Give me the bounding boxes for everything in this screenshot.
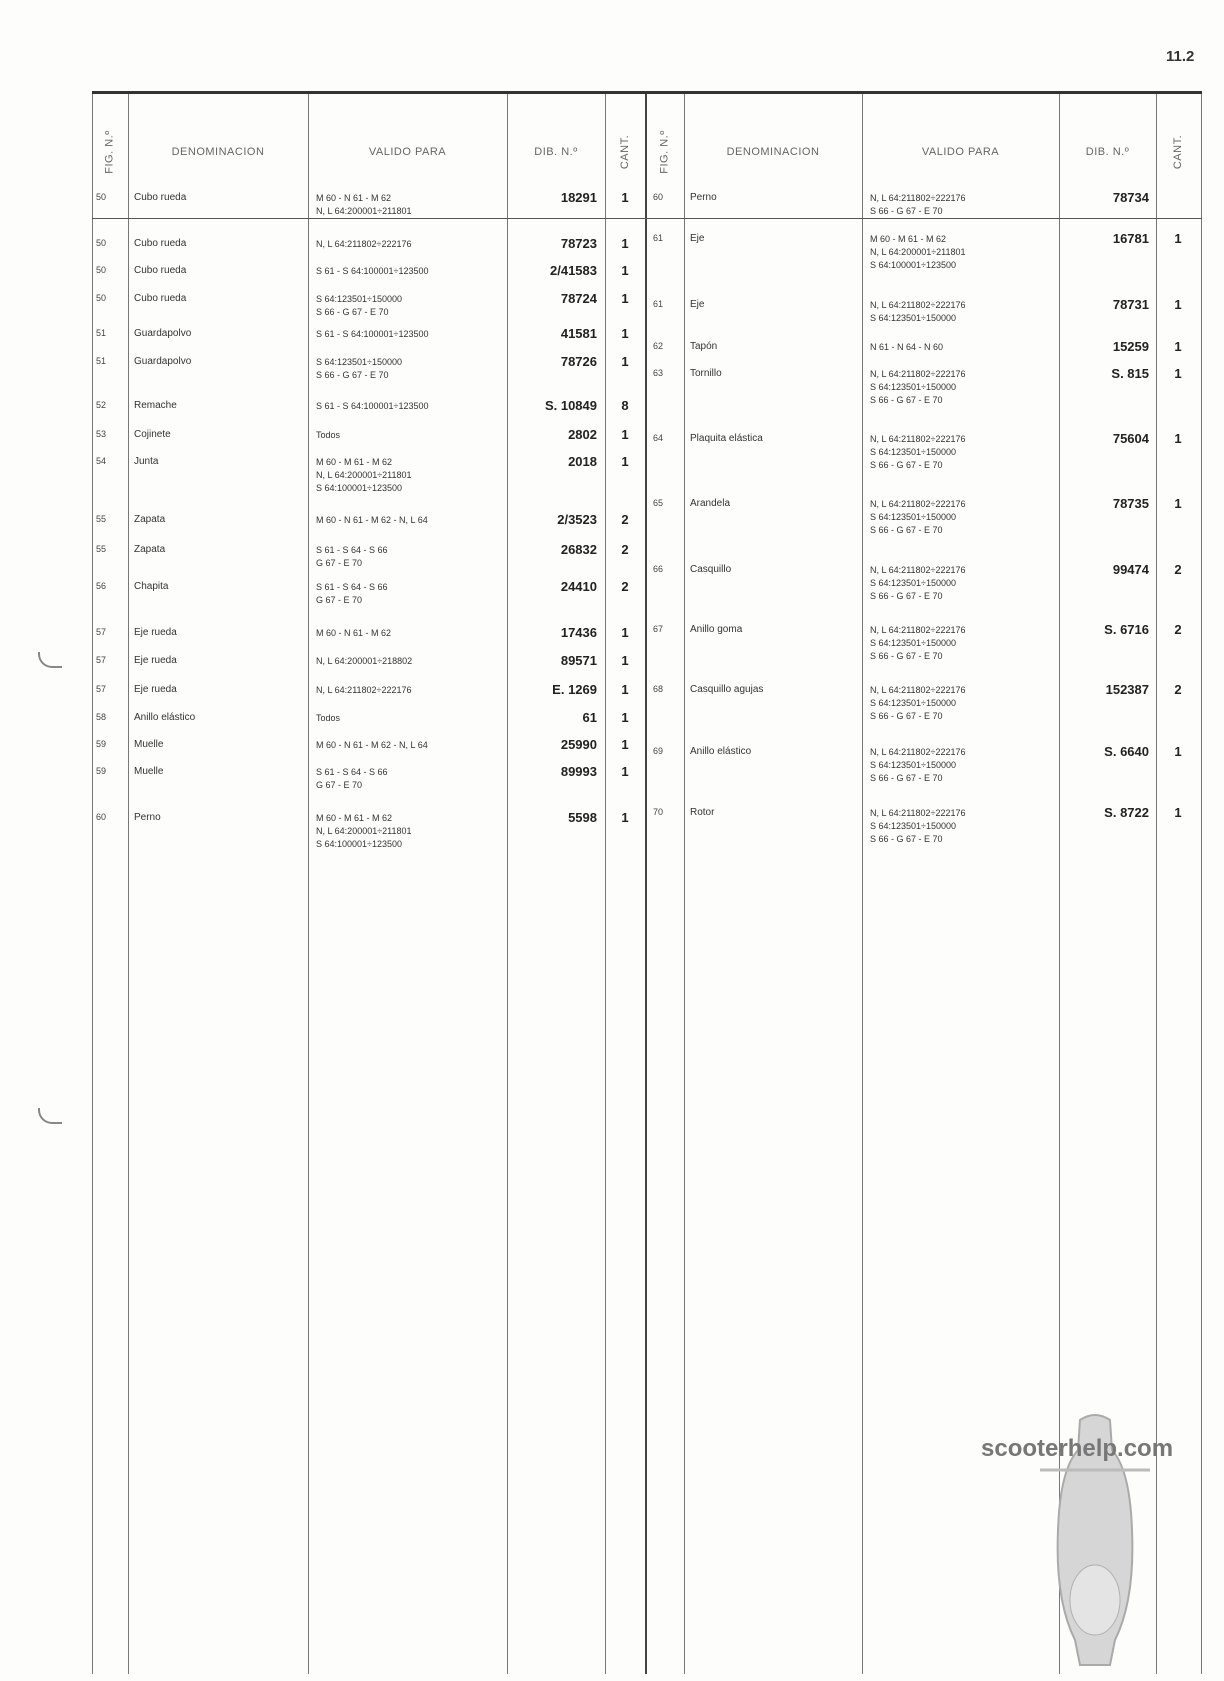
fig-number: 65	[653, 498, 664, 508]
fig-number: 64	[653, 433, 664, 443]
part-name: Cojinete	[134, 429, 171, 440]
part-name: Eje	[690, 299, 705, 310]
quantity: 1	[621, 263, 629, 278]
drawing-number: 99474	[1112, 562, 1149, 577]
fig-number: 52	[96, 400, 107, 410]
drawing-number: 2/3523	[557, 512, 597, 527]
quantity: 1	[1174, 366, 1182, 381]
drawing-number: S. 8722	[1104, 805, 1149, 820]
fig-number: 54	[96, 456, 107, 466]
fig-number: 61	[653, 233, 664, 243]
fig-number: 67	[653, 624, 664, 634]
quantity: 1	[621, 737, 629, 752]
valid-for: S 61 - S 64:100001÷123500	[316, 401, 429, 411]
part-name: Chapita	[134, 581, 169, 592]
fig-number: 57	[96, 684, 107, 694]
quantity: 1	[1174, 496, 1182, 511]
drawing-number: 89993	[560, 764, 597, 779]
drawing-number: 5598	[568, 810, 597, 825]
part-name: Tapón	[690, 341, 718, 352]
table-row	[92, 433, 1202, 485]
drawing-number: 78726	[560, 354, 597, 369]
part-name: Cubo rueda	[134, 192, 187, 203]
valid-for: N, L 64:211802÷222176 S 64:123501÷150000 S 66 - G 67 - E 70	[870, 499, 966, 535]
valid-for: N, L 64:211802÷222176 S 64:123501÷150000 S 66 - G 67 - E 70	[870, 808, 966, 844]
part-name: Arandela	[690, 498, 731, 509]
valid-for: S 64:123501÷150000 S 66 - G 67 - E 70	[316, 294, 403, 317]
valid-for: N, L 64:211802÷222176 S 64:123501÷150000 S 66 - G 67 - E 70	[870, 434, 966, 470]
part-name: Guardapolvo	[134, 356, 192, 367]
drawing-number: 61	[582, 710, 597, 725]
quantity: 1	[1174, 805, 1182, 820]
quantity: 1	[1174, 339, 1182, 354]
valid-for: N, L 64:211802÷222176	[316, 239, 412, 249]
part-name: Guardapolvo	[134, 328, 192, 339]
quantity: 2	[1174, 562, 1182, 577]
valid-for: M 60 - M 61 - M 62 N, L 64:200001÷211801 S 64:100001÷123500	[316, 457, 412, 493]
drawing-number: 75604	[1112, 431, 1149, 446]
fig-number: 63	[653, 368, 664, 378]
fig-number: 56	[96, 581, 107, 591]
drawing-number: 78735	[1112, 496, 1149, 511]
quantity: 1	[621, 625, 629, 640]
valid-for: M 60 - M 61 - M 62 N, L 64:200001÷211801 S 64:100001÷123500	[870, 234, 966, 270]
header-denominacion-left: DENOMINACION	[171, 146, 265, 158]
valid-for: N, L 64:211802÷222176 S 64:123501÷150000 S 66 - G 67 - E 70	[870, 747, 966, 783]
fig-number: 61	[653, 299, 664, 309]
fig-number: 51	[96, 356, 107, 366]
header-dib-left: DIB. N.º	[534, 146, 578, 158]
fig-number: 53	[96, 429, 107, 439]
drawing-number: S. 815	[1111, 366, 1149, 381]
header-cant-left: CANT.	[619, 134, 631, 170]
table-row	[92, 368, 1202, 420]
fig-number: 50	[96, 192, 107, 202]
drawing-number: 25990	[560, 737, 597, 752]
fig-number: 62	[653, 341, 664, 351]
valid-for: M 60 - N 61 - M 62 - N, L 64	[316, 515, 428, 525]
binding-mark	[38, 1108, 62, 1124]
header-denominacion-right: DENOMINACION	[726, 146, 820, 158]
quantity: 1	[621, 810, 629, 825]
part-name: Eje rueda	[134, 684, 177, 695]
fig-number: 59	[96, 766, 107, 776]
valid-for: N 61 - N 64 - N 60	[870, 342, 944, 352]
drawing-number: 26832	[560, 542, 597, 557]
valid-for: Todos	[316, 713, 341, 723]
drawing-number: 78723	[560, 236, 597, 251]
valid-for: N, L 64:211802÷222176 S 64:123501÷150000 S 66 - G 67 - E 70	[870, 369, 966, 405]
drawing-number: 2/41583	[550, 263, 597, 278]
valid-for: S 61 - S 64:100001÷123500	[316, 329, 429, 339]
part-name: Eje rueda	[134, 627, 177, 638]
fig-number: 57	[96, 627, 107, 637]
quantity: 1	[621, 354, 629, 369]
fig-number: 55	[96, 514, 107, 524]
header-valido-right: VALIDO PARA	[921, 146, 1000, 158]
part-name: Plaquita elástica	[690, 433, 763, 444]
part-name: Muelle	[134, 739, 164, 750]
watermark: scooterhelp.com	[981, 1435, 1174, 1462]
table-row	[92, 564, 1202, 616]
quantity: 1	[621, 427, 629, 442]
part-name: Casquillo	[690, 564, 732, 575]
valid-for: S 61 - S 64 - S 66 G 67 - E 70	[316, 582, 388, 605]
quantity: 1	[1174, 431, 1182, 446]
part-name: Eje rueda	[134, 655, 177, 666]
valid-for: S 61 - S 64 - S 66 G 67 - E 70	[316, 545, 388, 568]
part-name: Remache	[134, 400, 177, 411]
quantity: 2	[1174, 622, 1182, 637]
drawing-number: 2802	[568, 427, 597, 442]
drawing-number: E. 1269	[552, 682, 597, 697]
fig-number: 50	[96, 265, 107, 275]
quantity: 1	[621, 326, 629, 341]
part-name: Anillo elástico	[690, 746, 752, 757]
part-name: Zapata	[134, 514, 166, 525]
quantity: 1	[1174, 297, 1182, 312]
part-name: Perno	[690, 192, 717, 203]
quantity: 2	[621, 579, 629, 594]
drawing-number: 89571	[560, 653, 597, 668]
drawing-number: 78731	[1112, 297, 1149, 312]
drawing-number: 78734	[1112, 190, 1149, 205]
valid-for: S 61 - S 64 - S 66 G 67 - E 70	[316, 767, 388, 790]
part-name: Perno	[134, 812, 161, 823]
part-name: Cubo rueda	[134, 238, 187, 249]
header-dib-right: DIB. N.º	[1085, 146, 1130, 158]
fig-number: 69	[653, 746, 664, 756]
part-name: Rotor	[690, 807, 715, 818]
part-name: Cubo rueda	[134, 265, 187, 276]
fig-number: 59	[96, 739, 107, 749]
quantity: 1	[621, 764, 629, 779]
fig-number: 57	[96, 655, 107, 665]
valid-for: N, L 64:211802÷222176 S 64:123501÷150000 S 66 - G 67 - E 70	[870, 685, 966, 721]
quantity: 1	[621, 236, 629, 251]
valid-for: M 60 - N 61 - M 62	[316, 628, 392, 638]
fig-number: 50	[96, 238, 107, 248]
quantity: 1	[621, 710, 629, 725]
header-cant-right: CANT.	[1172, 134, 1185, 170]
fig-number: 50	[96, 293, 107, 303]
valid-for: S 64:123501÷150000 S 66 - G 67 - E 70	[316, 357, 403, 380]
drawing-number: S. 10849	[544, 398, 597, 413]
fig-number: 66	[653, 564, 664, 574]
header-fig-left: FIG. N.º	[104, 130, 116, 174]
part-name: Tornillo	[690, 368, 722, 379]
valid-for: N, L 64:211802÷222176	[316, 685, 412, 695]
part-name: Muelle	[134, 766, 164, 777]
quantity: 1	[621, 653, 629, 668]
drawing-number: 152387	[1105, 682, 1149, 697]
fig-number: 51	[96, 328, 107, 338]
page-number: 11.2	[1166, 48, 1195, 65]
valid-for: S 61 - S 64:100001÷123500	[316, 266, 429, 276]
valid-for: N, L 64:211802÷222176 S 64:123501÷150000	[870, 300, 966, 323]
part-name: Zapata	[134, 544, 166, 555]
table-row	[92, 233, 1202, 285]
fig-number: 68	[653, 684, 664, 694]
binding-mark	[38, 652, 62, 668]
part-name: Cubo rueda	[134, 293, 187, 304]
valid-for: N, L 64:211802÷222176 S 64:123501÷150000 S 66 - G 67 - E 70	[870, 565, 966, 601]
valid-for: N, L 64:211802÷222176 S 66 - G 67 - E 70	[870, 193, 966, 216]
fig-number: 70	[653, 807, 664, 817]
valid-for: M 60 - N 61 - M 62 N, L 64:200001÷211801	[316, 193, 412, 216]
table-row	[92, 624, 1202, 676]
valid-for: Todos	[316, 430, 341, 440]
quantity: 1	[1174, 231, 1182, 246]
drawing-number: S. 6716	[1104, 622, 1149, 637]
quantity: 1	[621, 190, 629, 205]
drawing-number: 17436	[560, 625, 597, 640]
valid-for: M 60 - N 61 - M 62 - N, L 64	[316, 740, 428, 750]
header-fig-right: FIG. N.º	[658, 130, 671, 174]
drawing-number: 24410	[560, 579, 597, 594]
drawing-number: 78724	[560, 291, 597, 306]
quantity: 1	[621, 454, 629, 469]
table-row	[92, 498, 1202, 550]
drawing-number: 41581	[560, 326, 597, 341]
table-row	[92, 746, 1202, 798]
part-name: Anillo elástico	[134, 712, 196, 723]
fig-number: 60	[653, 192, 664, 202]
quantity: 1	[621, 682, 629, 697]
quantity: 2	[1174, 682, 1182, 697]
part-name: Anillo goma	[690, 624, 743, 635]
part-name: Junta	[134, 456, 159, 467]
part-name: Eje	[690, 233, 705, 244]
table-row	[92, 807, 1202, 859]
drawing-number: S. 6640	[1104, 744, 1149, 759]
quantity: 2	[621, 542, 629, 557]
drawing-number: 2018	[568, 454, 597, 469]
quantity: 2	[621, 512, 629, 527]
table-row	[92, 684, 1202, 736]
valid-for: M 60 - M 61 - M 62 N, L 64:200001÷211801 S 64:100001÷123500	[316, 813, 412, 849]
valid-for: N, L 64:200001÷218802	[316, 656, 413, 666]
valid-for: N, L 64:211802÷222176 S 64:123501÷150000 S 66 - G 67 - E 70	[870, 625, 966, 661]
fig-number: 55	[96, 544, 107, 554]
drawing-number: 16781	[1112, 231, 1149, 246]
quantity: 8	[621, 398, 629, 413]
quantity: 1	[621, 291, 629, 306]
quantity: 1	[1174, 744, 1182, 759]
header-valido-left: VALIDO PARA	[368, 146, 447, 158]
drawing-number: 15259	[1112, 339, 1149, 354]
fig-number: 60	[96, 812, 107, 822]
fig-number: 58	[96, 712, 107, 722]
drawing-number: 18291	[560, 190, 597, 205]
part-name: Casquillo agujas	[690, 684, 764, 695]
